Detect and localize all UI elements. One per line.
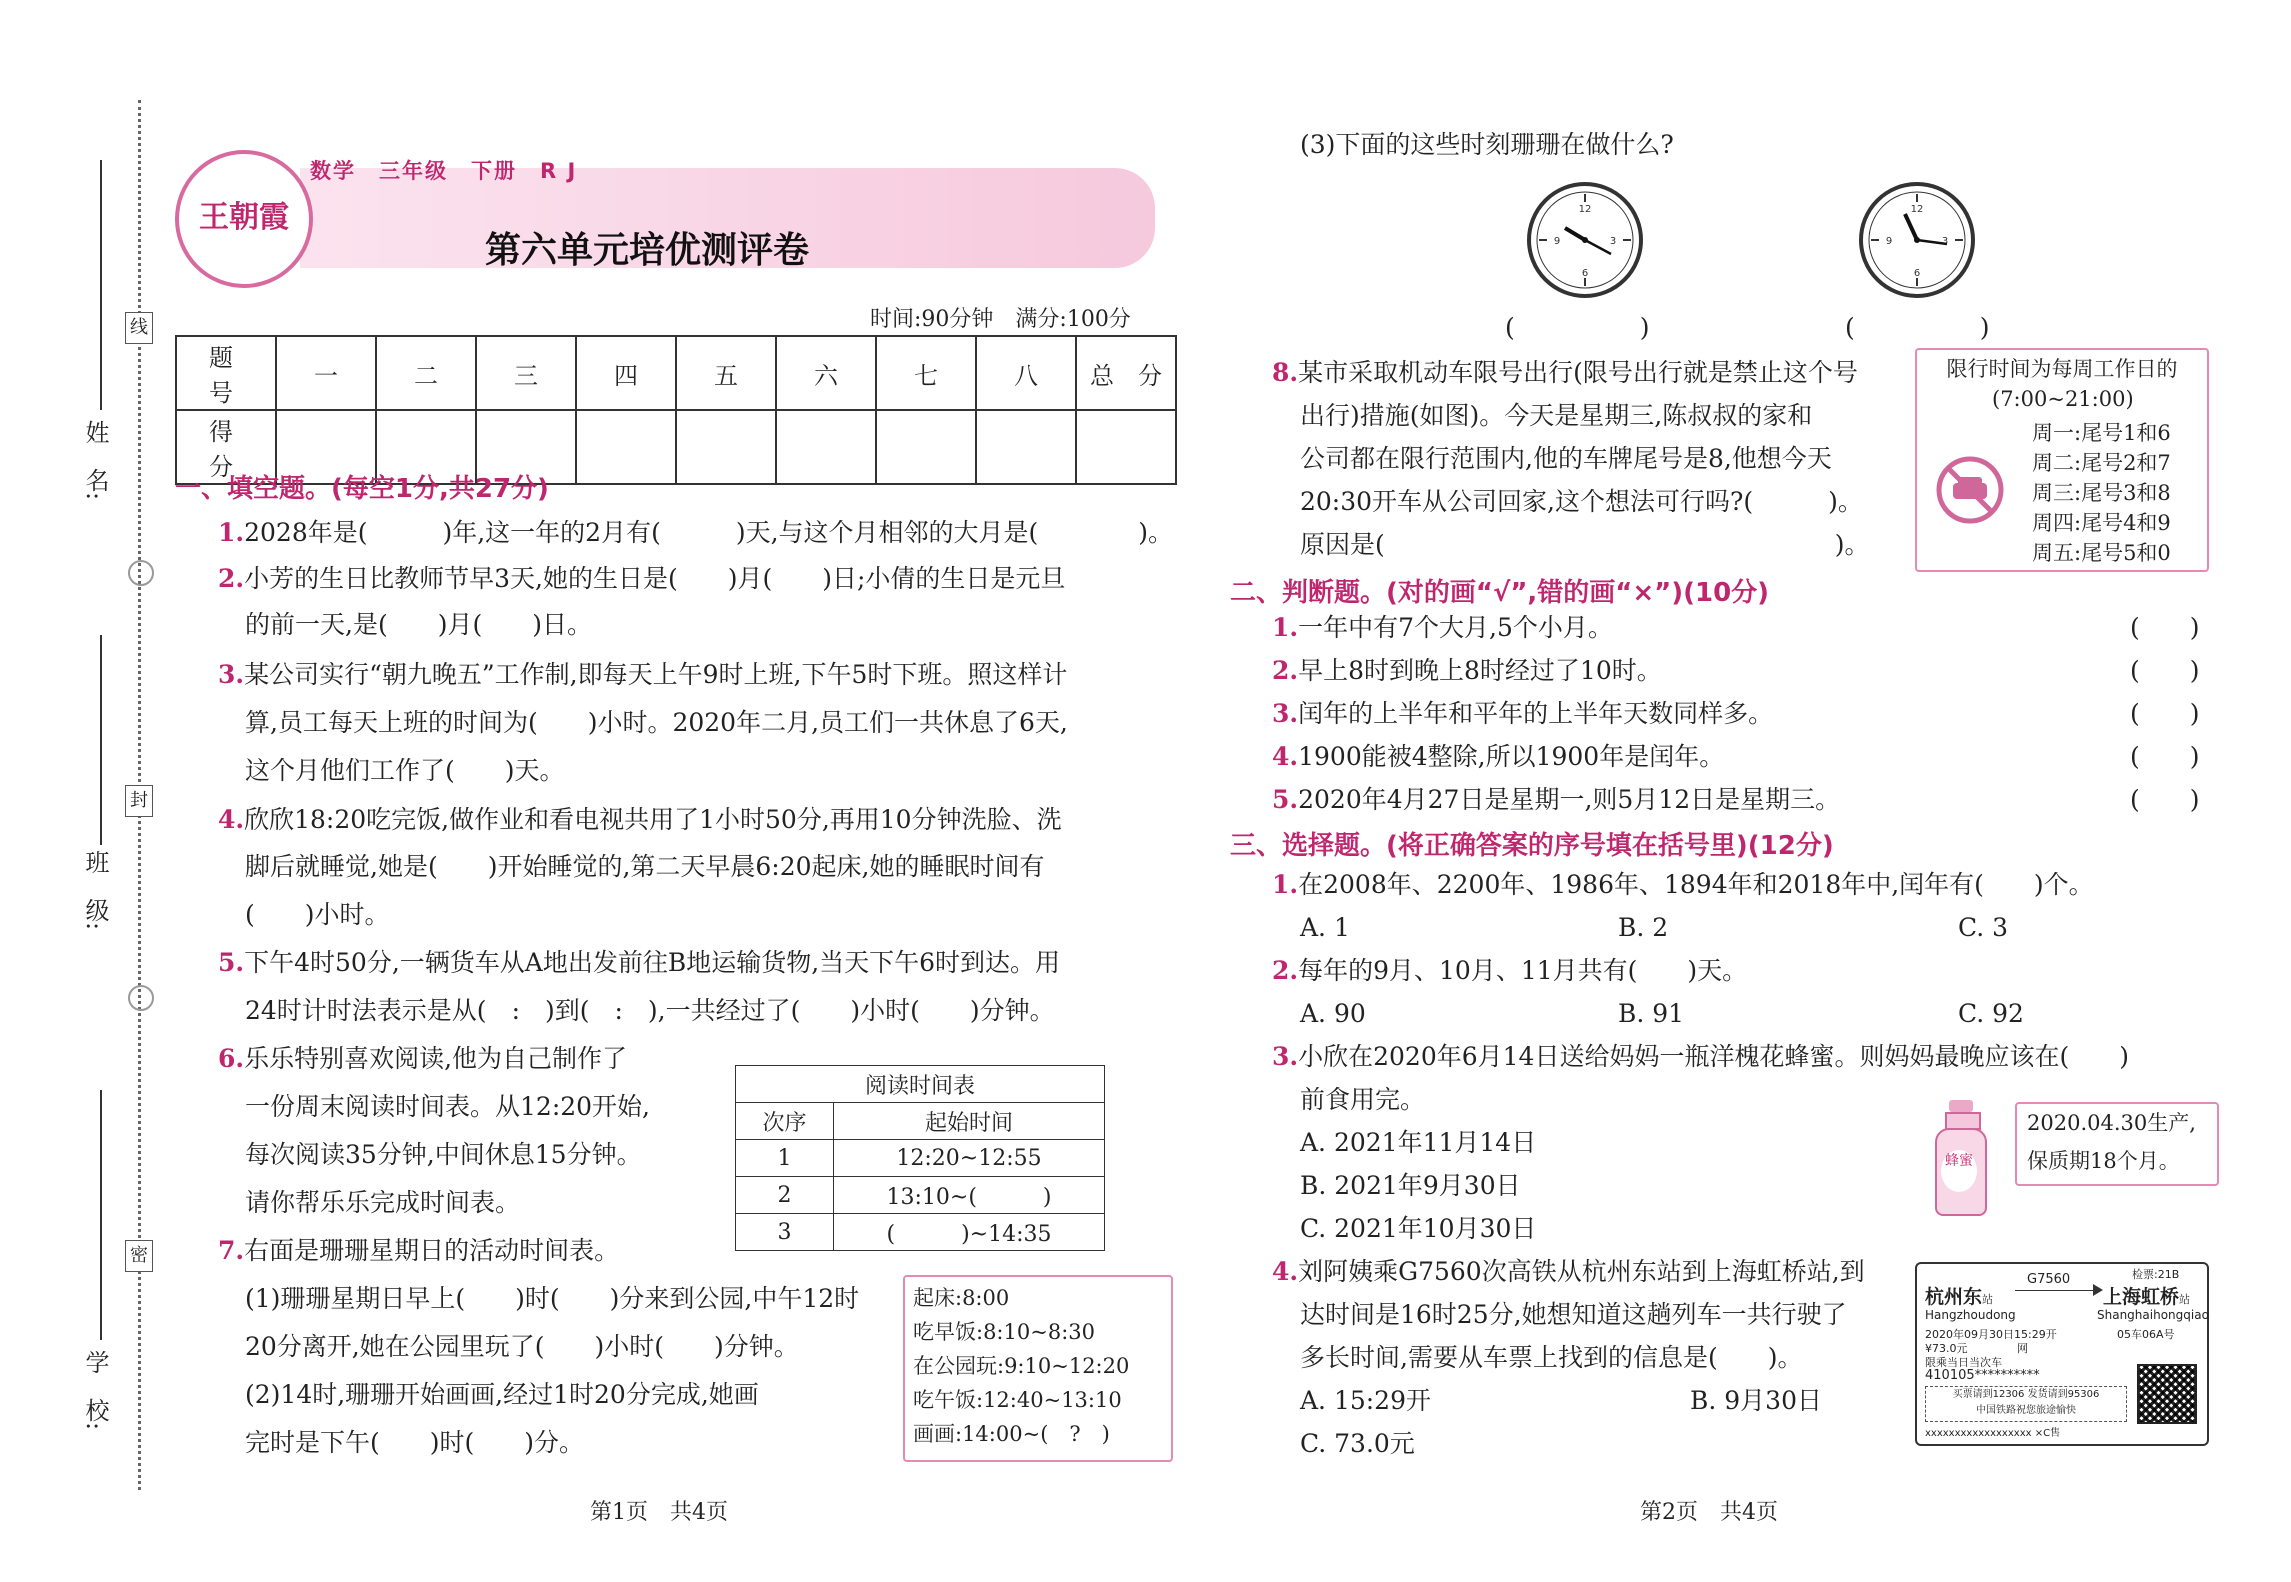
class-label: 班 级: — [81, 850, 109, 931]
svg-text:3: 3 — [1609, 236, 1617, 247]
question-number: 7. — [218, 1236, 245, 1265]
ticket-arrow — [2015, 1290, 2095, 1291]
ticket-id: 410105********** — [1925, 1368, 2040, 1383]
question-number: 1. — [1272, 870, 1299, 899]
schedule-item: 吃早饭:8:10~8:30 — [913, 1320, 1095, 1344]
activity-schedule-box — [903, 1275, 1173, 1462]
traffic-limit-box — [1915, 348, 2209, 572]
binding-hole-icon — [128, 560, 154, 586]
time-info: 时间:90分钟 满分:100分 — [870, 307, 1131, 332]
table-cell: 2 — [736, 1177, 834, 1214]
clock-icon — [1525, 180, 1645, 300]
logo — [175, 150, 313, 288]
arrow-icon — [2093, 1284, 2103, 1296]
tf-item-2 — [1272, 648, 1662, 694]
mc-q3 — [1272, 1034, 2129, 1080]
mc-q4-line2: 达时间是16时25分,她想知道这趟列车一共行驶了 — [1300, 1300, 1847, 1329]
ticket-from: 杭州东 — [1925, 1286, 1983, 1308]
answer-paren[interactable]: ( ) — [2130, 613, 2200, 642]
binding-mark-feng: 封 — [125, 785, 153, 817]
schedule-item: 画画:14:00~( ? ) — [913, 1422, 1110, 1446]
question-number: 8. — [1272, 358, 1299, 387]
option-b[interactable]: B. 2021年9月30日 — [1300, 1171, 1521, 1200]
svg-text:12: 12 — [1910, 204, 1924, 215]
question-number: 5. — [1272, 785, 1299, 814]
answer-paren[interactable]: ( ) — [2130, 785, 2200, 814]
table-cell: 1 — [736, 1140, 834, 1177]
answer-paren[interactable]: ( ) — [2130, 656, 2200, 685]
score-cell[interactable] — [776, 410, 876, 484]
question-text: 某市采取机动车限号出行(限号出行就是禁止这个号 — [1298, 358, 1858, 387]
mc-q4 — [1272, 1249, 1865, 1295]
score-header-cell: 三 — [476, 336, 576, 410]
q1-7-line2: 20分离开,她在公园里玩了( )小时( )分钟。 — [245, 1332, 799, 1361]
score-header-cell: 五 — [676, 336, 776, 410]
q1-2 — [218, 556, 1065, 602]
svg-text:9: 9 — [1885, 236, 1893, 247]
train-ticket — [1915, 1262, 2209, 1446]
svg-text:6: 6 — [1581, 268, 1589, 279]
score-table — [175, 335, 1177, 485]
q1-5-line2: 24时计时法表示是从( : )到( : ),一共经过了( )小时( )分钟。 — [245, 996, 1055, 1025]
svg-text:12: 12 — [1578, 204, 1592, 215]
no-car-icon — [1935, 455, 2005, 525]
option-b[interactable]: B. 91 — [1618, 999, 1685, 1028]
question-text: 某公司实行“朝九晚五”工作制,即每天上午9时上班,下午5时下班。照这样计 — [244, 660, 1068, 689]
question-number: 6. — [218, 1044, 245, 1073]
ticket-to-suffix: 站 — [2179, 1293, 2191, 1306]
ticket-note: 限乘当日当次车 — [1925, 1356, 2002, 1369]
reading-table-header: 次序 — [736, 1103, 834, 1140]
table-cell[interactable]: 13:10~( ) — [834, 1177, 1105, 1214]
school-underline — [100, 1090, 102, 1340]
question-number: 3. — [1272, 699, 1299, 728]
tf-item-3 — [1272, 691, 1773, 737]
ticket-serial: xxxxxxxxxxxxxxxxxx ×C售 — [1925, 1428, 2061, 1439]
bottle-label: 蜂蜜 — [1941, 1150, 1977, 1192]
question-text: 每年的9月、10月、11月共有( )天。 — [1298, 956, 1748, 985]
score-header-cell: 四 — [576, 336, 676, 410]
score-cell[interactable] — [576, 410, 676, 484]
q1-8-line3: 公司都在限行范围内,他的车牌尾号是8,他想今天 — [1300, 444, 1832, 473]
tf-item-4 — [1272, 734, 1724, 780]
mc-q2 — [1272, 948, 1747, 994]
score-row-label: 得 分 — [176, 410, 276, 484]
question-text: 1900能被4整除,所以1900年是闰年。 — [1298, 742, 1725, 771]
ticket-from-wrap — [1925, 1282, 1993, 1309]
option-a[interactable]: A. 90 — [1300, 999, 1366, 1028]
ticket-class: 网 — [2017, 1342, 2028, 1355]
svg-text:9: 9 — [1553, 236, 1561, 247]
table-cell: 12:20~12:55 — [834, 1140, 1105, 1177]
score-cell[interactable] — [976, 410, 1076, 484]
question-text: 早上8时到晚上8时经过了10时。 — [1298, 656, 1662, 685]
question-number: 4. — [218, 805, 245, 834]
limit-day: 周二:尾号2和7 — [2032, 451, 2171, 475]
ticket-check: 检票:21B — [2132, 1268, 2180, 1281]
table-cell: 3 — [736, 1214, 834, 1251]
ticket-to-pinyin: Shanghaihongqiao — [2097, 1308, 2209, 1322]
honey-bottle-icon — [1935, 1100, 1987, 1215]
limit-day: 周一:尾号1和6 — [2032, 421, 2171, 445]
question-text: 小芳的生日比教师节早3天,她的生日是( )月( )日;小倩的生日是元旦 — [244, 564, 1066, 593]
option-a[interactable]: A. 15:29开 — [1300, 1386, 1431, 1415]
q1-4-line2: 脚后就睡觉,她是( )开始睡觉的,第二天早晨6:20起床,她的睡眠时间有 — [245, 852, 1045, 881]
section1-title: 一、填空题。(每空1分,共27分) — [175, 474, 549, 504]
svg-text:3: 3 — [1941, 236, 1949, 247]
schedule-item: 在公园玩:9:10~12:20 — [913, 1354, 1130, 1378]
reading-time-table — [735, 1065, 1105, 1251]
ticket-price: ¥73.0元 — [1925, 1342, 1968, 1355]
question-number: 4. — [1272, 742, 1299, 771]
qr-code-icon — [2137, 1364, 2197, 1424]
score-cell[interactable] — [676, 410, 776, 484]
ticket-to: 上海虹桥 — [2103, 1286, 2180, 1308]
mc-q4-line3: 多长时间,需要从车票上找到的信息是( )。 — [1300, 1343, 1803, 1372]
question-number: 2. — [1272, 956, 1299, 985]
clock-icon — [1857, 180, 1977, 300]
score-cell[interactable] — [876, 410, 976, 484]
question-text: 右面是珊珊星期日的活动时间表。 — [244, 1236, 620, 1265]
tf-item-5 — [1272, 777, 1840, 823]
footer-left: 第1页 共4页 — [590, 1500, 728, 1525]
q1-7-line1: (1)珊珊星期日早上( )时( )分来到公园,中午12时 — [245, 1284, 860, 1313]
q1-7-line3: (2)14时,珊珊开始画画,经过1时20分完成,她画 — [245, 1380, 759, 1409]
limit-time: (7:00~21:00) — [1992, 387, 2134, 411]
q1-8-line5: 原因是( )。 — [1300, 530, 1870, 559]
question-text: 在2008年、2200年、1986年、1894年和2018年中,闰年有( )个。 — [1298, 870, 2094, 899]
clock-answer-blank[interactable]: ( ) — [1505, 313, 1650, 342]
score-header-cell: 七 — [876, 336, 976, 410]
honey-shelf-life: 保质期18个月。 — [2027, 1149, 2180, 1173]
q1-6 — [218, 1036, 627, 1082]
limit-title: 限行时间为每周工作日的 — [1946, 357, 2178, 381]
q1-7-line4: 完时是下午( )时( )分。 — [245, 1428, 585, 1457]
question-text: 下午4时50分,一辆货车从A地出发前往B地运输货物,当天下午6时到达。用 — [244, 948, 1061, 977]
question-number: 2. — [218, 564, 245, 593]
option-a[interactable]: A. 2021年11月14日 — [1300, 1128, 1537, 1157]
q1-4 — [218, 797, 1062, 843]
limit-day: 周五:尾号5和0 — [2032, 541, 2171, 565]
ticket-train: G7560 — [2027, 1272, 2071, 1287]
question-number: 3. — [218, 660, 245, 689]
q1-3-line2: 算,员工每天上班的时间为( )小时。2020年二月,员工们一共休息了6天, — [245, 708, 1068, 737]
question-number: 5. — [218, 948, 245, 977]
q1-8-line2: 出行)措施(如图)。今天是星期三,陈叔叔的家和 — [1300, 401, 1813, 430]
reading-table-header: 起始时间 — [834, 1103, 1105, 1140]
q1-7 — [218, 1228, 619, 1274]
question-text: 闰年的上半年和平年的上半年天数同样多。 — [1298, 699, 1774, 728]
binding-mark-xian: 线 — [125, 312, 153, 344]
section3-title: 三、选择题。(将正确答案的序号填在括号里)(12分) — [1230, 831, 1834, 861]
svg-text:6: 6 — [1913, 268, 1921, 279]
option-c[interactable]: C. 2021年10月30日 — [1300, 1214, 1537, 1243]
question-text: 欣欣18:20吃完饭,做作业和看电视共用了1小时50分,再用10分钟洗脸、洗 — [244, 805, 1062, 834]
reading-table-title: 阅读时间表 — [736, 1066, 1105, 1103]
logo-text: 王朝霞 — [199, 200, 289, 235]
question-text: 一年中有7个大月,5个小月。 — [1298, 613, 1613, 642]
ticket-notice-line: 中国铁路祝您旅途愉快 — [1976, 1405, 2076, 1416]
q1-3 — [218, 652, 1067, 698]
footer-right: 第2页 共4页 — [1640, 1500, 1778, 1525]
limit-days-list — [2032, 418, 2171, 568]
ticket-from-pinyin: Hangzhoudong — [1925, 1308, 2016, 1322]
binding-hole-icon — [128, 985, 154, 1011]
option-b[interactable]: B. 9月30日 — [1690, 1386, 1822, 1415]
option-a[interactable]: A. 1 — [1300, 913, 1350, 942]
q1-6-line4: 请你帮乐乐完成时间表。 — [245, 1188, 521, 1217]
score-header-cell: 一 — [276, 336, 376, 410]
mc-q1 — [1272, 862, 2094, 908]
q1-3-line3: 这个月他们工作了( )天。 — [245, 756, 565, 785]
honey-label-box — [2015, 1102, 2219, 1186]
q1-6-line3: 每次阅读35分钟,中间休息15分钟。 — [245, 1140, 642, 1169]
mc-q3-line2: 前食用完。 — [1300, 1085, 1426, 1114]
schedule-item: 起床:8:00 — [913, 1286, 1010, 1310]
q1-4-line3: ( )小时。 — [245, 900, 390, 929]
clock-answer-blank[interactable]: ( ) — [1845, 313, 1990, 342]
score-cell[interactable] — [1076, 410, 1176, 484]
ticket-from-suffix: 站 — [1982, 1293, 1994, 1306]
ticket-date: 2020年09月30日15:29开 — [1925, 1328, 2057, 1341]
schedule-item: 吃午饭:12:40~13:10 — [913, 1388, 1122, 1412]
q1-5 — [218, 940, 1060, 986]
class-underline — [100, 635, 102, 845]
binding-mark-mi: 密 — [125, 1240, 153, 1272]
question-number: 1. — [218, 518, 245, 547]
score-header-cell: 总 分 — [1076, 336, 1176, 410]
table-cell[interactable]: ( )~14:35 — [834, 1214, 1105, 1251]
answer-paren[interactable]: ( ) — [2130, 699, 2200, 728]
ticket-to-wrap — [2103, 1282, 2190, 1309]
subject-line: 数学 三年级 下册 R J — [310, 159, 578, 183]
tf-item-1 — [1272, 605, 1613, 651]
q1-8 — [1272, 350, 1858, 396]
score-header-cell: 题 号 — [176, 336, 276, 410]
score-header-cell: 八 — [976, 336, 1076, 410]
question-number: 1. — [1272, 613, 1299, 642]
question-text: 2028年是( )年,这一年的2月有( )天,与这个月相邻的大月是( )。 — [244, 518, 1174, 547]
score-header-cell: 二 — [376, 336, 476, 410]
q1-8-line4: 20:30开车从公司回家,这个想法可行吗?( )。 — [1300, 487, 1863, 516]
ticket-notice-line: 买票请到12306 发货请到95306 — [1952, 1389, 2100, 1400]
option-b[interactable]: B. 2 — [1618, 913, 1669, 942]
name-underline — [100, 160, 102, 410]
ticket-seat: 05车06A号 — [2117, 1328, 2175, 1341]
section2-title: 二、判断题。(对的画“√”,错的画“×”)(10分) — [1230, 578, 1770, 608]
question-text: 乐乐特别喜欢阅读,他为自己制作了 — [244, 1044, 628, 1073]
question-number: 2. — [1272, 656, 1299, 685]
honey-production-date: 2020.04.30生产, — [2027, 1111, 2196, 1135]
question-number: 4. — [1272, 1257, 1299, 1286]
question-text: 刘阿姨乘G7560次高铁从杭州东站到上海虹桥站,到 — [1298, 1257, 1865, 1286]
limit-day: 周三:尾号3和8 — [2032, 481, 2171, 505]
q1-6-line2: 一份周末阅读时间表。从12:20开始, — [245, 1092, 650, 1121]
ticket-notice — [1925, 1386, 2127, 1422]
option-c[interactable]: C. 92 — [1958, 999, 2024, 1028]
option-c[interactable]: C. 3 — [1958, 913, 2009, 942]
score-header-cell: 六 — [776, 336, 876, 410]
question-text: 2020年4月27日是星期一,则5月12日是星期三。 — [1298, 785, 1841, 814]
q1-2-line2: 的前一天,是( )月( )日。 — [245, 610, 592, 639]
page-title: 第六单元培优测评卷 — [485, 230, 810, 271]
limit-day: 周四:尾号4和9 — [2032, 511, 2171, 535]
question-text: 小欣在2020年6月14日送给妈妈一瓶洋槐花蜂蜜。则妈妈最晚应该在( ) — [1298, 1042, 2129, 1071]
question-number: 3. — [1272, 1042, 1299, 1071]
q1-7-part3: (3)下面的这些时刻珊珊在做什么? — [1300, 130, 1674, 159]
q1-1 — [218, 510, 1173, 556]
name-label: 姓 名: — [81, 420, 109, 501]
school-label: 学 校: — [81, 1350, 109, 1431]
answer-paren[interactable]: ( ) — [2130, 742, 2200, 771]
option-c[interactable]: C. 73.0元 — [1300, 1429, 1415, 1458]
